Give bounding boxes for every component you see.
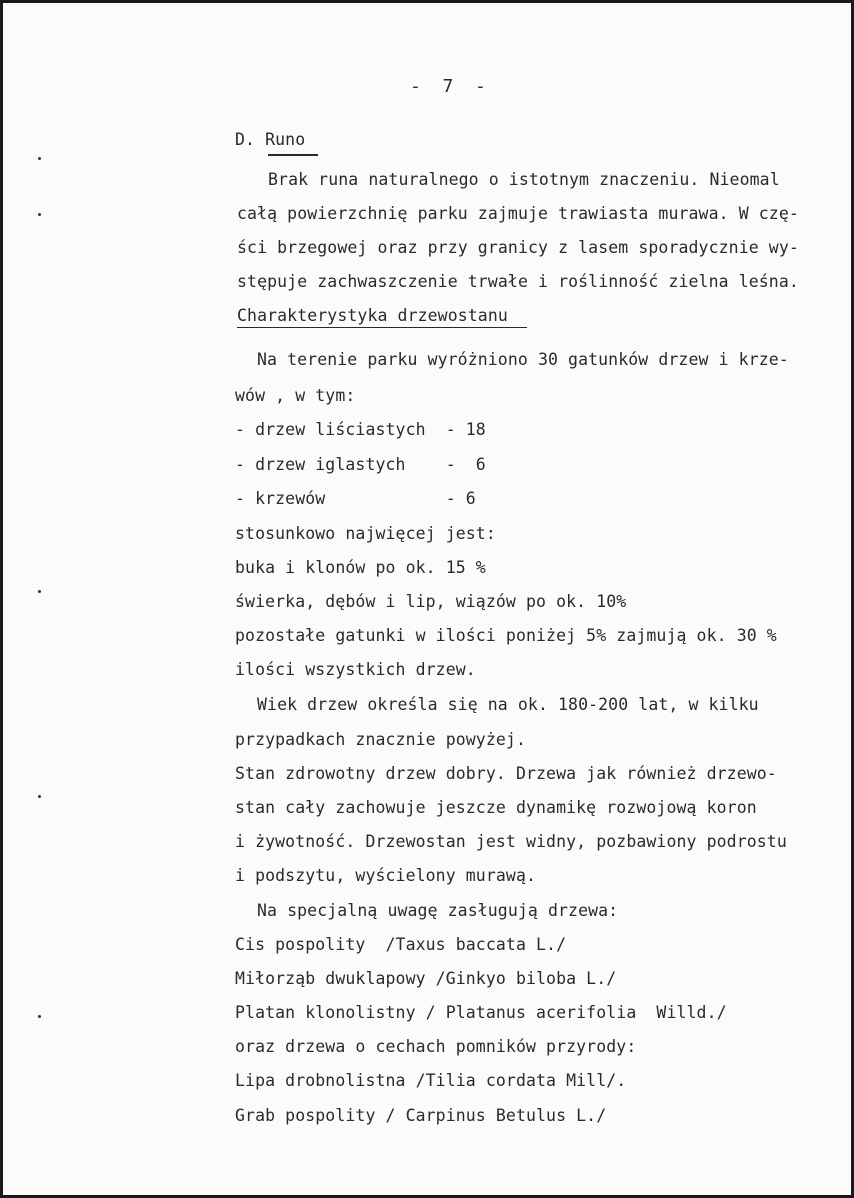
text-line: buka i klonów po ok. 15 % [235,558,486,577]
subheading-underline [237,327,527,328]
text-line: wów , w tym: [235,386,356,405]
list-item: - drzew liściastych - 18 [235,420,486,439]
text-line: oraz drzewa o cechach pomników przyrody: [235,1037,637,1056]
list-item: - drzew iglastych - 6 [235,455,486,474]
text-line: stępuje zachwaszczenie trwałe i roślinność zielna leśna. [237,272,799,291]
section-heading: D. Runo [235,130,306,149]
text-line: ści brzegowej oraz przy granicy z lasem sporadycznie wy- [237,238,799,257]
margin-mark [38,213,41,216]
text-line: stosunkowo najwięcej jest: [235,524,496,543]
text-line: i żywotność. Drzewostan jest widny, pozbawiony podrostu [235,832,787,851]
tree-entry: Platan klonolistny / Platanus acerifolia Willd./ [235,1003,727,1022]
text-line: i podszytu, wyścielony murawą. [235,866,537,885]
tree-entry: Miłorząb dwuklapowy /Ginkyo biloba L./ [235,969,617,988]
text-line: Na terenie parku wyróżniono 30 gatunków drzew i krze- [257,350,789,369]
tree-entry: Lipa drobnolistna /Tilia cordata Mill/. [235,1071,627,1090]
tree-entry: Grab pospolity / Carpinus Betulus L./ [235,1106,607,1125]
text-line: ilości wszystkich drzew. [235,660,476,679]
heading-underline [268,154,318,156]
text-line: Stan zdrowotny drzew dobry. Drzewa jak również drzewo- [235,764,777,783]
scan-border-top [0,0,854,3]
list-item: - krzewów - 6 [235,489,476,508]
text-line: Brak runa naturalnego o istotnym znaczeniu. Nieomal [268,170,780,189]
margin-mark [38,1015,41,1018]
margin-mark [38,590,41,593]
text-line: przypadkach znacznie powyżej. [235,730,526,749]
margin-mark [38,795,41,798]
text-line: stan cały zachowuje jeszcze dynamikę rozwojową koron [235,798,757,817]
text-line: Na specjalną uwagę zasługują drzewa: [257,901,619,920]
text-line: świerka, dębów i lip, wiązów po ok. 10% [235,592,627,611]
text-line: Wiek drzew określa się na ok. 180-200 lat, w kilku [257,695,759,714]
text-line: pozostałe gatunki w ilości poniżej 5% zajmują ok. 30 % [235,626,777,645]
page-number: - 7 - [410,76,486,97]
text-line: całą powierzchnię parku zajmuje trawiasta murawa. W czę- [237,204,799,223]
subheading: Charakterystyka drzewostanu [237,306,508,325]
tree-entry: Cis pospolity /Taxus baccata L./ [235,935,567,954]
margin-mark [38,157,41,160]
scan-border-left [0,0,3,1198]
